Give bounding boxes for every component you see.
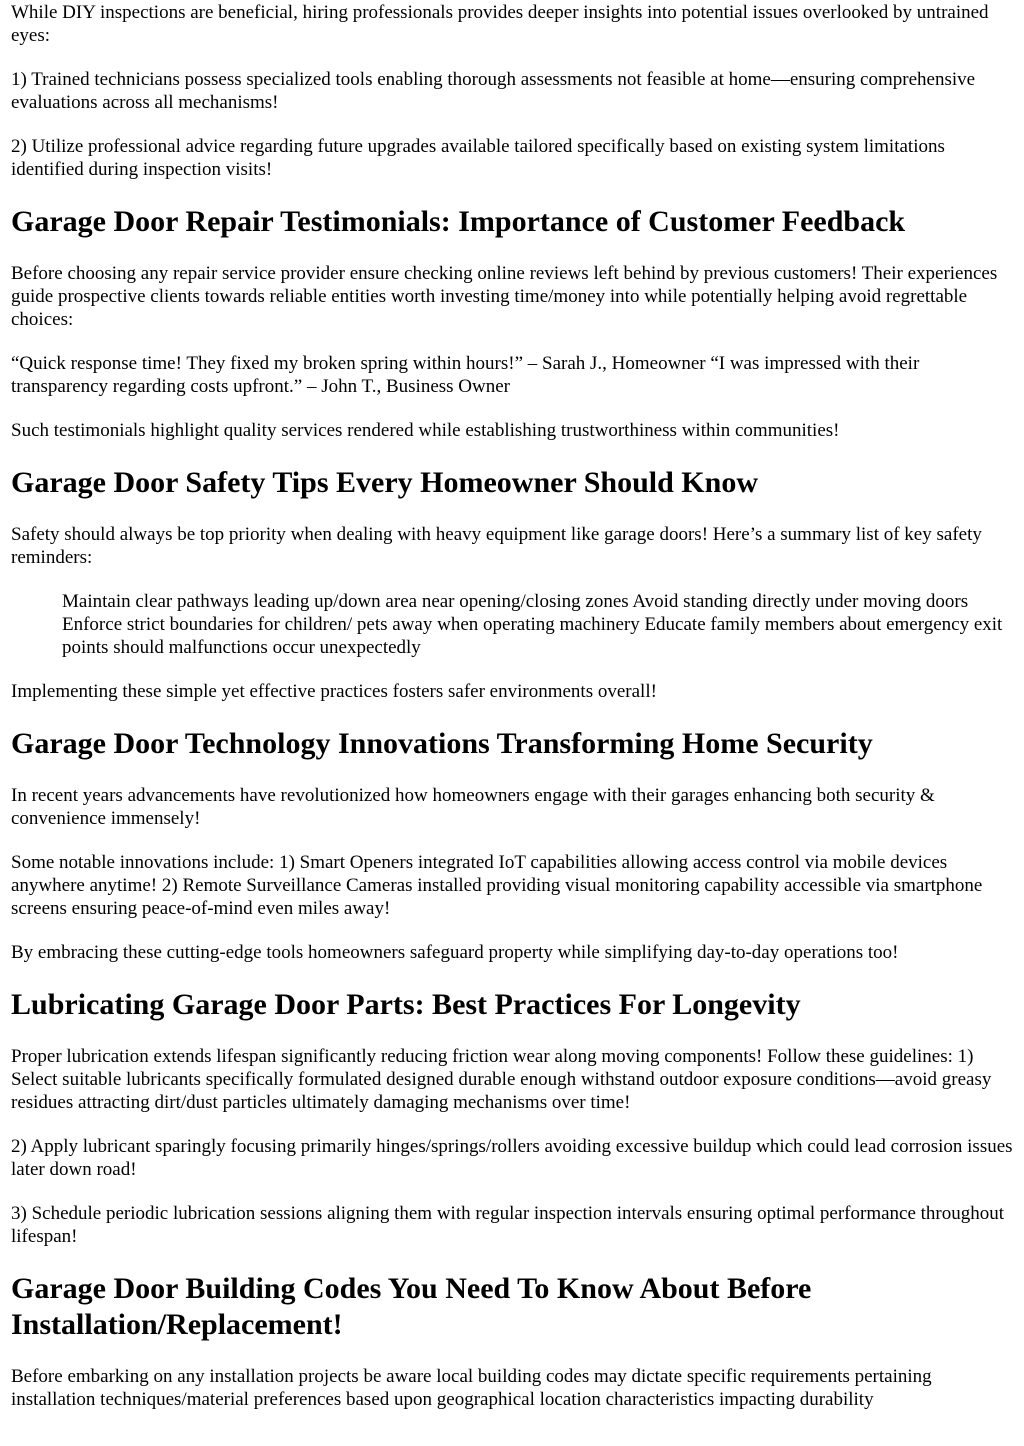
heading-building-codes: Garage Door Building Codes You Need To Know About Before Installation/Replacement!: [11, 1272, 812, 1341]
heading-safety-tips: Garage Door Safety Tips Every Homeowner Should Know: [11, 466, 758, 499]
paragraph-lubrication-apply: 2) Apply lubricant sparingly focusing primarily hinges/springs/rollers avoiding excessive buildup which could lead corrosion issues later down road!: [11, 1136, 1013, 1180]
article-body: [11, 0, 1017, 1411]
heading-technology-innovations: Garage Door Technology Innovations Transforming Home Security: [11, 727, 873, 760]
paragraph-technology-intro: In recent years advancements have revolutionized how homeowners engage with their garages enhancing both security & convenience immensely!: [11, 785, 935, 829]
paragraph-safety-summary: Implementing these simple yet effective practices fosters safer environments overall!: [11, 681, 657, 702]
heading-lubrication: Lubricating Garage Door Parts: Best Practices For Longevity: [11, 988, 801, 1021]
paragraph-professional-inspection-intro: While DIY inspections are beneficial, hiring professionals provides deeper insights into potential issues overlooked by untrained eyes:: [11, 2, 989, 46]
blockquote-safety-reminders: Maintain clear pathways leading up/down area near opening/closing zones Avoid standing directly under moving doors Enforce strict boundaries for children/ pets away when operating machinery Educate family members about emergency exit points should malfunctions occur unexpectedly: [62, 591, 1003, 658]
paragraph-safety-intro: Safety should always be top priority when dealing with heavy equipment like garage doors! Here’s a summary list of key safety reminders:: [11, 524, 982, 568]
paragraph-testimonials-intro: Before choosing any repair service provider ensure checking online reviews left behind by previous customers! Their experiences guide prospective clients towards reliable entities worth investing time/money into while potentially helping avoid regrettable choices:: [11, 263, 998, 330]
paragraph-testimonial-quotes: “Quick response time! They fixed my broken spring within hours!” – Sarah J., Homeowner “I was impressed with their transparency regarding costs upfront.” – John T., Business Owner: [11, 353, 920, 397]
paragraph-testimonials-summary: Such testimonials highlight quality services rendered while establishing trustworthiness within communities!: [11, 420, 840, 441]
paragraph-notable-innovations: Some notable innovations include: 1) Smart Openers integrated IoT capabilities allowing access control via mobile devices anywhere anytime! 2) Remote Surveillance Cameras installed providing visual monitoring capability accessible via smartphone screens ensuring peace-of-mind even miles away!: [11, 852, 983, 919]
paragraph-trained-technicians: 1) Trained technicians possess specialized tools enabling thorough assessments not feasible at home—ensuring comprehensive evaluations across all mechanisms!: [11, 69, 976, 113]
paragraph-professional-advice: 2) Utilize professional advice regarding future upgrades available tailored specifically based on existing system limitations identified during inspection visits!: [11, 136, 945, 180]
paragraph-lubrication-guidelines: Proper lubrication extends lifespan significantly reducing friction wear along moving components! Follow these guidelines: 1) Select suitable lubricants specifically formulated designed durable enough withstand outdoor exposure conditions—avoid greasy residues attracting dirt/dust particles ultimately damaging mechanisms over time!: [11, 1046, 992, 1113]
paragraph-lubrication-schedule: 3) Schedule periodic lubrication sessions aligning them with regular inspection intervals ensuring optimal performance throughout lifespan!: [11, 1203, 1005, 1247]
paragraph-technology-summary: By embracing these cutting-edge tools homeowners safeguard property while simplifying day-to-day operations too!: [11, 942, 899, 963]
heading-testimonials: Garage Door Repair Testimonials: Importance of Customer Feedback: [11, 205, 906, 238]
paragraph-building-codes-intro: Before embarking on any installation projects be aware local building codes may dictate specific requirements pertaining installation techniques/material preferences based upon geographical location characteristics impacting durability: [11, 1366, 932, 1410]
